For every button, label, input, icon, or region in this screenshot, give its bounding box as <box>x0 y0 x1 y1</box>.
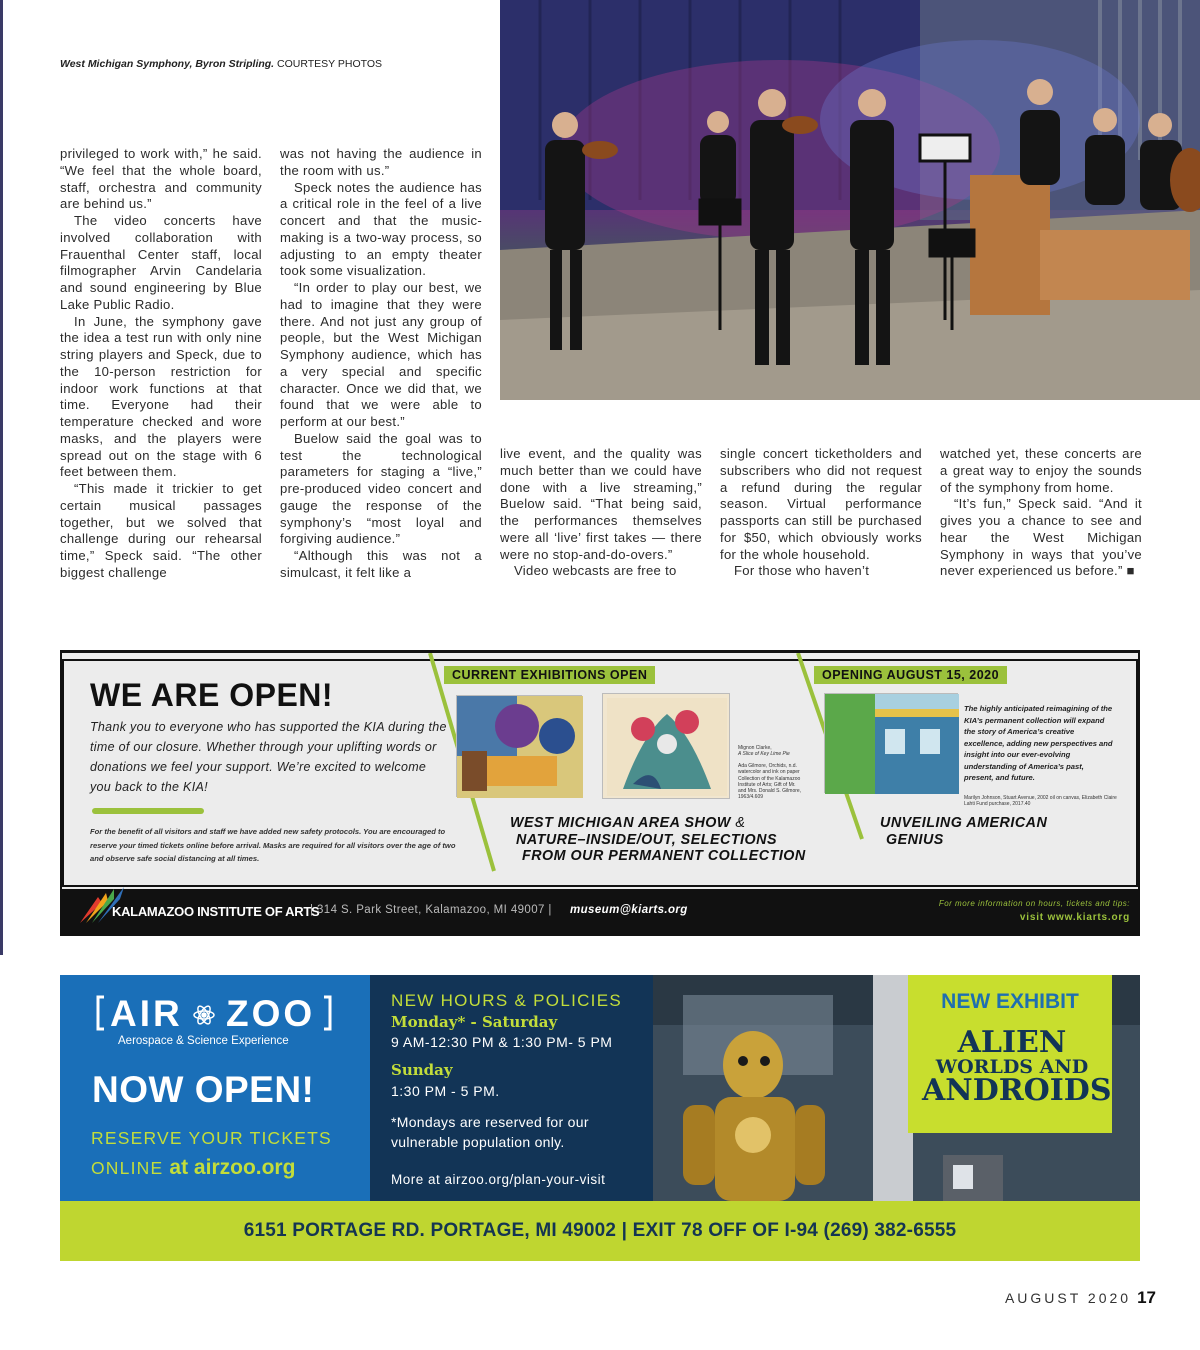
kia-panel <box>62 653 1138 889</box>
hours-title: NEW HOURS & POLICIES <box>391 991 622 1010</box>
airzoo-reserve <box>91 1123 332 1183</box>
airzoo-address: 6151 PORTAGE RD. PORTAGE, MI 49002 | EXIT 78 OFF OF I-94 (269) 382-6555 <box>243 1220 957 1241</box>
kia-accent-bar <box>92 808 204 814</box>
credit-line: Collection of the Kalamazoo <box>738 775 801 782</box>
artwork-key-lime-pie <box>456 695 582 797</box>
kia-opening-exhibition <box>880 815 1047 848</box>
symphony-photo <box>500 0 1200 400</box>
sunday-label: Sunday <box>391 1061 453 1079</box>
airzoo-logo-left: AIR <box>110 993 183 1034</box>
airzoo-photo <box>653 975 1140 1201</box>
exhibit-title-line: ALIEN <box>957 1025 1067 1060</box>
credit-line: Mignon Clarke, <box>738 745 772 751</box>
article-column-1 <box>60 146 262 582</box>
airzoo-advertisement[interactable] <box>60 975 1140 1261</box>
article-paragraph: For those who haven’t <box>734 563 870 579</box>
article-paragraph: was not having the audience in the room with us.” <box>280 146 482 178</box>
kia-email-link[interactable]: museum@kiarts.org <box>570 904 688 916</box>
airzoo-left-panel <box>60 975 370 1201</box>
airzoo-logo-subtitle: Aerospace & Science Experience <box>118 1035 289 1047</box>
article-paragraph: In June, the symphony gave the idea a test run with only nine string players and Speck, due to the 10-person restriction for indoor work functions at that time. Everyone had their temperature checked and wore masks, and the players were spread out on the stage with 6 feet between them. <box>60 313 262 480</box>
credit-line: watercolor and ink on paper <box>738 769 800 776</box>
kia-website-link[interactable]: visit www.kiarts.org <box>1019 912 1130 923</box>
exhibition-title: NATURE–INSIDE/OUT, SELECTIONS <box>516 831 778 848</box>
kia-body-text: Thank you to everyone who has supported the KIA during the time of our closure. Whether through your uplifting words or donations we feel your support. We’re excited to welcome you back to the KIA! <box>90 720 447 794</box>
credit-line: A Slice of Key Lime Pie <box>738 751 790 758</box>
stage-illustration <box>500 0 1200 400</box>
weekdays-hours: 9 AM-12:30 PM & 1:30 PM- 5 PM <box>391 1034 613 1050</box>
kia-credit-1 <box>738 745 798 758</box>
ampersand: & <box>730 815 746 831</box>
article-paragraph: “It’s fun,” Speck said. “And it gives you a chance to see and hear the West Michigan Symphony in ways that you’ve never experienced us before.” ■ <box>940 496 1142 579</box>
new-exhibit-label: NEW EXHIBIT <box>941 990 1079 1013</box>
credit-line: 1963/4.609 <box>738 794 764 801</box>
weekdays-label: Monday* - Saturday <box>391 1013 558 1031</box>
article-paragraph: watched yet, these concerts are a great way to enjoy the sounds of the symphony from home. <box>940 446 1142 495</box>
article-paragraph: Video webcasts are free to <box>514 563 677 579</box>
caption-names: West Michigan Symphony, Byron Stripling. <box>60 58 275 70</box>
airzoo-headline: NOW OPEN! <box>92 1069 315 1110</box>
article-column-3 <box>500 446 702 580</box>
reserve-prefix: ONLINE <box>91 1158 170 1178</box>
kia-current-exhibitions <box>510 815 806 865</box>
kia-advertisement[interactable] <box>60 650 1140 936</box>
issue-date: AUGUST 2020 <box>1004 1290 1132 1306</box>
airzoo-hours-panel <box>370 975 653 1201</box>
airzoo-logo-right: ZOO <box>226 993 316 1034</box>
sunday-hours: 1:30 PM - 5 PM. <box>391 1083 500 1099</box>
artwork-orchids <box>602 693 730 799</box>
article-paragraph: privileged to work with,” he said. “We feel that the whole board, staff, orchestra and community are behind us.” <box>60 146 262 212</box>
monday-note: *Mondays are reserved for our vulnerable population only. <box>391 1114 589 1150</box>
article-column-4 <box>720 446 922 580</box>
kia-headline: WE ARE OPEN! <box>90 677 334 713</box>
airzoo-website-link[interactable]: at airzoo.org <box>169 1156 296 1179</box>
credit-line: Institute of Arts; Gift of Mr. <box>738 781 796 788</box>
new-exhibit-box <box>908 975 1112 1133</box>
page-edge <box>0 0 3 955</box>
exhibition-title: UNVEILING AMERICAN <box>880 815 1048 831</box>
kia-credit-2 <box>738 763 813 801</box>
article-paragraph: “In order to play our best, we had to imagine that they were there. And not just any group of people, but the West Michigan Symphony audience, which has a very special and specific character. Once we did that, we found that we were able to perform at our best.” <box>280 280 482 429</box>
exhibit-title-line: ANDROIDS <box>922 1073 1112 1108</box>
article-column-5 <box>940 446 1142 580</box>
reserve-line: RESERVE YOUR TICKETS <box>91 1128 332 1148</box>
kia-logo-text: KALAMAZOO INSTITUTE OF ARTS <box>112 904 320 919</box>
kia-footer <box>60 889 1140 936</box>
artwork-stuart-avenue <box>824 693 958 793</box>
article-column-2 <box>280 146 482 582</box>
article-paragraph: live event, and the quality was much better than we could have done with a live streaming,” Buelow said. “That being said, the performances themselves were all ‘live’ first takes — there were no stop-and-do-overs.” <box>500 446 702 562</box>
article-paragraph: “This made it trickier to get certain musical passages together, but we solved that challenge during our rehearsal time,” Speck said. “The other biggest challenge <box>60 481 262 580</box>
exhibition-title: FROM OUR PERMANENT COLLECTION <box>522 848 806 864</box>
article-paragraph: Speck notes the audience has a critical role in the feel of a live concert and that the music-making is a two-way process, so adjusting to an empty theater took some visualization. <box>280 179 482 279</box>
plan-visit-link[interactable]: More at airzoo.org/plan-your-visit <box>391 1172 606 1187</box>
exhibition-title: WEST MICHIGAN AREA SHOW <box>510 815 731 831</box>
airzoo-logo <box>96 993 332 1045</box>
kia-tag-opening: OPENING AUGUST 15, 2020 <box>814 666 1007 684</box>
article-paragraph: single concert ticketholders and subscribers who did not request a refund during the regular season. Virtual performance passports can still be purchased for $50, which obviously works for the whole household. <box>720 446 922 562</box>
article-paragraph: “Although this was not a simulcast, it felt like a <box>280 548 482 580</box>
page-number: 17 <box>1137 1288 1156 1307</box>
credit-line: Ada Gilmore, Orchids, n.d. <box>738 763 797 769</box>
article-paragraph: The video concerts have involved collaboration with Frauenthal Center staff, local filmographer Arvin Candelaria and sound engineering by Blue Lake Public Radio. <box>60 213 262 312</box>
exhibit-title <box>922 1025 1112 1108</box>
credit-line: and Mrs. Donald S. Gilmore, <box>738 788 802 795</box>
kia-opening-description: The highly anticipated reimagining of the KIA’s permanent collection will expand the story of America’s creative excellence, adding new perspectives and insight into our ever-evolving understanding of America’s past, present, and future. <box>964 704 1113 782</box>
caption-credit: COURTESY PHOTOS <box>277 58 383 70</box>
page-folio <box>1005 1288 1156 1308</box>
kia-tag-current: CURRENT EXHIBITIONS OPEN <box>444 666 655 684</box>
kia-safety-notice: For the benefit of all visitors and staff we have added new safety protocols. You are encouraged to reserve your timed tickets online before arrival. Masks are required for all visitors over the age of two and observe safe social distancing at all times. <box>90 827 456 863</box>
kia-address: | 314 S. Park Street, Kalamazoo, MI 49007 | <box>310 904 552 916</box>
kia-more-info: For more information on hours, tickets and tips: <box>938 899 1130 908</box>
photo-caption <box>60 58 382 70</box>
airzoo-address-bar <box>60 1201 1140 1261</box>
article-paragraph: Buelow said the goal was to test the technological parameters for staging a “live,” pre-produced video concert and gauge the response of the symphony’s “most loyal and forgiving audience.” <box>280 430 482 547</box>
exhibit-title-line: WORLDS AND <box>935 1056 1089 1078</box>
exhibition-title: GENIUS <box>886 831 944 848</box>
kia-credit-3: Marilyn Johnson, Stuart Avenue, 2002 oil on canvas, Elizabeth Claire Lahti Fund purchase, 2017.40 <box>964 795 1117 808</box>
